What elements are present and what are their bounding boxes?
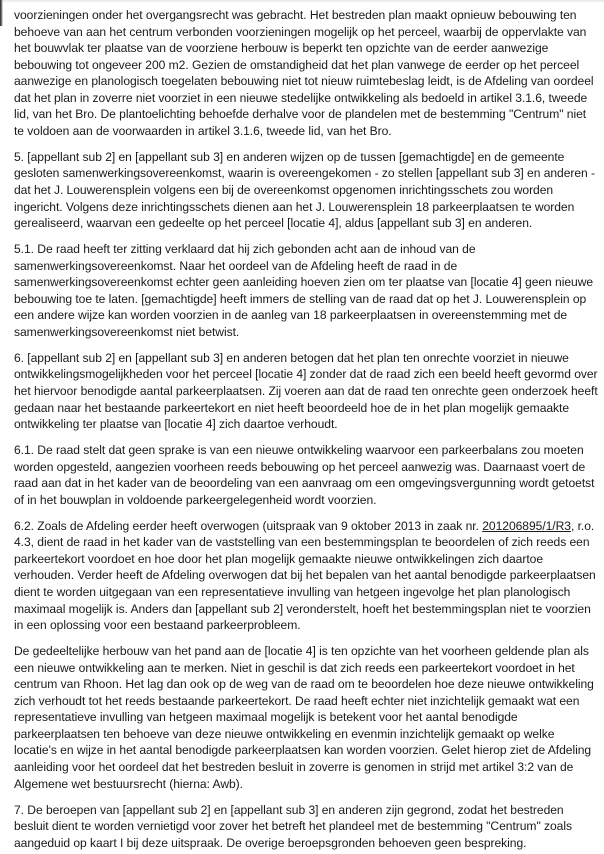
text-line: aanwezige en planologisch toegelaten bebouwing niet tot nieuw ruimtebeslag leidt, is de Afdeling van oordeel	[14, 74, 594, 89]
document-page	[14, 7, 600, 851]
text-line: 7. De beroepen van [appellant sub 2] en [appellant sub 3] en anderen zijn gegrond, zodat het bestreden	[14, 802, 564, 817]
text-segment: 6.2. Zoals de Afdeling eerder heeft overwogen (uitspraak van 9 oktober 2013 in zaak nr.	[14, 518, 483, 533]
paragraph-6-1	[14, 442, 600, 508]
paragraph-gap	[14, 792, 600, 802]
text-line: ontwikkeling ter plaatse van [locatie 4] zich daartoe verhoudt.	[14, 417, 338, 432]
paragraph-5	[14, 149, 600, 232]
text-line: dat het plan in zoverre niet voorziet in een nieuwe stedelijke ontwikkeling als bedoeld in artikel 3.1.6, tweede	[14, 90, 588, 105]
text-line: 5. [appellant sub 2] en [appellant sub 3] en anderen wijzen op de tussen [gemachtigde] en de gemeente	[14, 149, 565, 164]
text-line: samenwerkingsovereenkomst. Naar het oordeel van de Afdeling heeft de raad in de	[14, 258, 458, 273]
paragraph-gap	[14, 634, 600, 644]
text-line: dat het J. Louwerensplein volgens een bij de overeenkomst opgenomen inrichtingsschets zou worden	[14, 182, 554, 197]
case-number-link[interactable]: 201206895/1/R3	[482, 518, 571, 533]
paragraph-gap	[14, 232, 600, 242]
text-line: het hiervoor benodigde aantal parkeerplaatsen. Zij voeren aan dat de raad ten onrechte geen onderzoek heeft	[14, 383, 598, 398]
text-line: 6.1. De raad stelt dat geen sprake is van een nieuwe ontwikkeling waarvoor een parkeerbalans zou moeten	[14, 443, 584, 458]
text-line: gedaan naar het bestaande parkeertekort en niet heeft beoordeeld hoe de in het plan mogelijk gemaakte	[14, 400, 570, 415]
text-line: zich verhoudt tot het reeds bestaande parkeertekort. De raad heeft echter niet inzichtelijk gemaakt wat een	[14, 693, 580, 708]
paragraph-gap	[14, 508, 600, 518]
paragraph-6	[14, 350, 600, 433]
paragraph-5-1	[14, 241, 600, 340]
text-line: voorzieningen onder het overgangsrecht was gebracht. Het bestreden plan maakt opnieuw bebouwing ten	[14, 8, 577, 22]
paragraph-7	[14, 802, 600, 852]
text-line: besluit dient te worden vernietigd voor zover het betreft het plandeel met de bestemming "Centrum" zoals	[14, 819, 572, 834]
text-line: lid, van het Bro. De plantoelichting behoefde derhalve voor de plandelen met de bestemming "Centrum" niet	[14, 107, 587, 122]
paragraph-gap	[14, 340, 600, 350]
text-line: De gedeeltelijke herbouw van het pand aan de [locatie 4] is ten opzichte van het voorheen geldende plan als	[14, 644, 589, 659]
paragraph-gap	[14, 433, 600, 443]
text-line: ingericht. Volgens deze inrichtingsschets dienen aan het J. Louwerensplein 18 parkeerplaatsen te worden	[14, 199, 575, 214]
text-line: een andere wijze kan worden voorzien in de aanleg van 18 parkeerplaatsen in overeenstemming met de	[14, 308, 568, 323]
scan-edge-top	[0, 0, 604, 3]
text-line: bebouwing toe te laten. [gemachtigde] heeft immers de stelling van de raad dat op het J. Louwerensplein op	[14, 291, 587, 306]
text-line: centrum van Rhoon. Het lag dan ook op de weg van de raad om te beoordelen hoe deze nieuwe ontwikkeling	[14, 677, 594, 692]
text-line: een nieuwe ontwikkeling aan te merken. Niet in geschil is dat zich reeds een parkeertekort voordoet in het	[14, 660, 575, 675]
text-line: te voldoen aan de voorwaarden in artikel 3.1.6, tweede lid, van het Bro.	[14, 123, 392, 138]
text-line: dient te worden uitgegaan van een representatieve invulling van hetgeen ingevolge het plan planologisch	[14, 585, 571, 599]
text-line: ontwikkelingsmogelijkheden voor het perceel [locatie 4] zonder dat de raad zich een beeld heeft gevormd over	[14, 367, 598, 382]
text-line: aangeduid op kaart I bij deze uitspraak. De overige beroepsgronden behoeven geen bespreking.	[14, 835, 527, 850]
scan-edge-left	[0, 0, 3, 26]
text-line: parkeertekort voordoet en hoe door het plan mogelijk gemaakte nieuwe ontwikkelingen zich daartoe	[14, 551, 543, 566]
text-line: Algemene wet bestuursrecht (hierna: Awb).	[14, 776, 243, 791]
text-line: parkeerplaatsen ten behoeve van deze nieuwe ontwikkeling en evenmin inzichtelijk gemaakt op welke	[14, 726, 555, 741]
text-line: 5.1. De raad heeft ter zitting verklaard dat hij zich gebonden acht aan de inhoud van de	[14, 242, 476, 257]
text-line: of in het bouwplan in voldoende parkeergelegenheid wordt voorzien.	[14, 492, 377, 507]
text-line: aanleiding voor het oordeel dat het bestreden besluit in zoverre is genomen in strijd met artikel 3:2 van de	[14, 759, 574, 774]
text-segment: , r.o.	[570, 518, 595, 533]
text-line: verhouden. Verder heeft de Afdeling overwogen dat bij het bepalen van het aantal benodigde parkeerplaatsen	[14, 568, 596, 583]
paragraph-herbouw	[14, 643, 600, 792]
text-line: worden opgesteld, aangezien voorheen reeds bebouwing op het perceel aanwezig was. Daarnaast voert de	[14, 459, 586, 474]
paragraph-continued	[14, 7, 600, 139]
text-line: bebouwing tot ongeveer 200 m2. Gezien de omstandigheid dat het plan vanwege de eerder op het perceel	[14, 57, 580, 72]
text-line: gesloten samenwerkingsovereenkomst, waarin is overeengekomen - zo stellen [appellant sub 3] en anderen -	[14, 166, 596, 181]
text-line: locatie's en wijze in het aantal benodigde parkeerplaatsen kan worden voorzien. Gelet hierop ziet de Afdeling	[14, 743, 592, 758]
text-line: representatieve invulling van hetgeen maximaal mogelijk is betekent voor het aantal benodigde	[14, 710, 518, 725]
text-line: 4.3, dient de raad in het kader van de vaststelling van een bestemmingsplan te beoordelen of zich reeds een	[14, 535, 590, 550]
text-line: maximaal mogelijk is. Anders dan [appellant sub 2] veronderstelt, hoeft het bestemmingsplan niet te voorzien	[14, 601, 591, 616]
text-line: gerealiseerd, waarvan een gedeelte op het perceel [locatie 4], aldus [appellant sub 3] en anderen.	[14, 216, 533, 231]
paragraph-6-2	[14, 518, 600, 634]
text-line: behoeve van aan het centrum verbonden voorzieningen mogelijk op het perceel, waarbij de oppervlakte van	[14, 24, 587, 39]
text-line	[14, 518, 600, 535]
paragraph-gap	[14, 139, 600, 149]
text-line: in een oplossing voor een bestaand parkeerprobleem.	[14, 618, 301, 633]
text-line: samenwerkingsovereenkomst niet betwist.	[14, 324, 240, 339]
text-line: raad aan dat in het kader van de beoordeling van een aanvraag om een omgevingsvergunning wordt getoetst	[14, 476, 595, 491]
text-line: het bouwvlak ter plaatse van de voorziene herbouw is beperkt ten opzichte van de eerder aanwezige	[14, 41, 549, 56]
text-line: 6. [appellant sub 2] en [appellant sub 3] en anderen betogen dat het plan ten onrechte voorziet in nieuwe	[14, 350, 569, 365]
text-line: samenwerkingsovereenkomst echter geen aanleiding hoeven zien om ter plaatse van [locatie 4] geen nieuwe	[14, 275, 594, 290]
